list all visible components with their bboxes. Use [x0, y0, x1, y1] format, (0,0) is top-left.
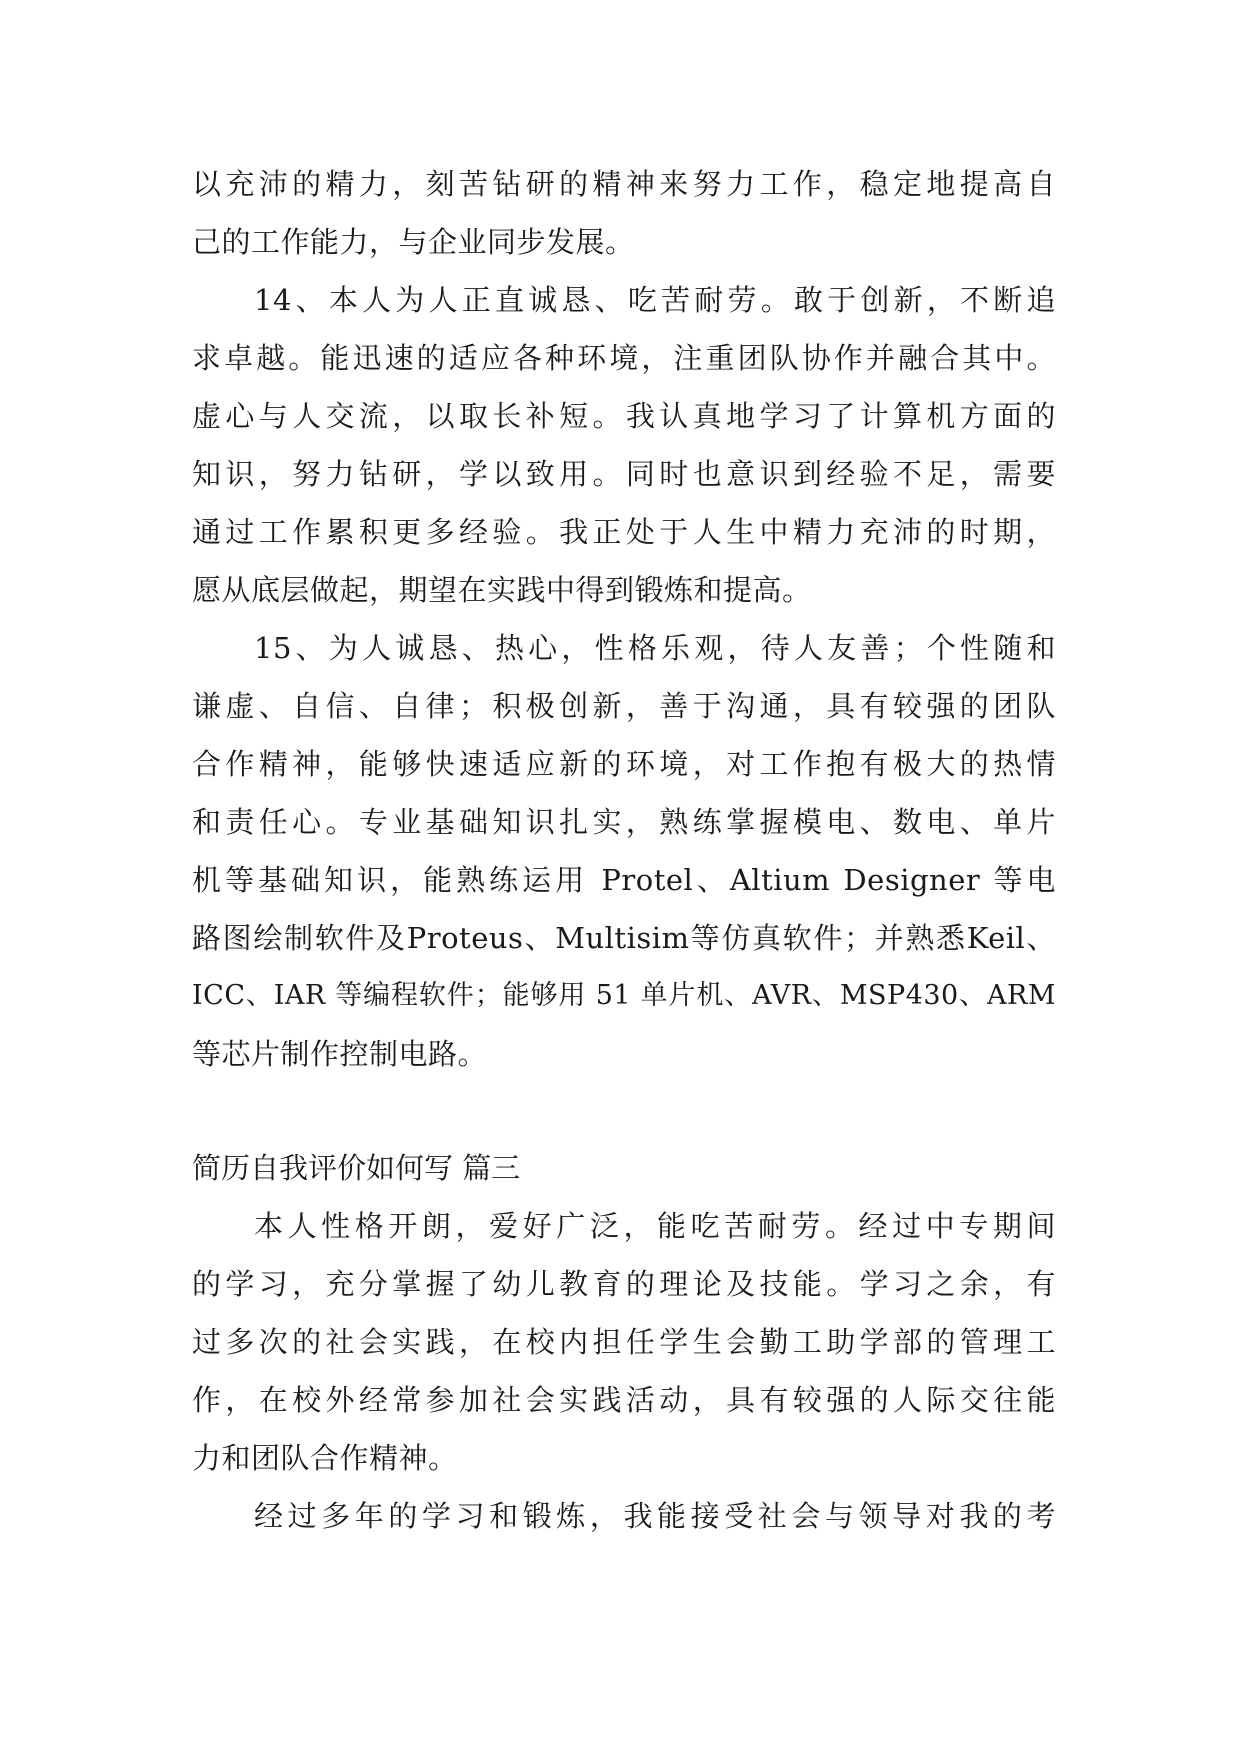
- text-line: 谦虚、自信、自律；积极创新，善于沟通，具有较强的团队: [192, 689, 1056, 723]
- text-line: 合作精神，能够快速适应新的环境，对工作抱有极大的热情: [192, 747, 1056, 781]
- section-heading: 简历自我评价如何写 篇三: [192, 1151, 521, 1185]
- text-line: 力和团队合作精神。: [192, 1441, 458, 1475]
- text-line: 的学习，充分掌握了幼儿教育的理论及技能。学习之余，有: [192, 1267, 1056, 1301]
- text-line: 虚心与人交流，以取长补短。我认真地学习了计算机方面的: [192, 399, 1056, 433]
- item-14-first-line: 14、本人为人正直诚恳、吃苦耐劳。敢于创新，不断追: [254, 283, 1056, 317]
- item-15-first-line: 15、为人诚恳、热心，性格乐观，待人友善；个性随和: [254, 631, 1056, 665]
- text-line: 路图绘制软件及Proteus、Multisim等仿真软件；并熟悉Keil、: [192, 921, 1056, 955]
- text-line: 求卓越。能迅速的适应各种环境，注重团队协作并融合其中。: [192, 341, 1056, 375]
- text-line: 知识，努力钻研，学以致用。同时也意识到经验不足，需要: [192, 457, 1056, 491]
- text-line: 通过工作累积更多经验。我正处于人生中精力充沛的时期，: [192, 515, 1056, 549]
- text-line: 以充沛的精力，刻苦钻研的精神来努力工作，稳定地提高自: [192, 167, 1056, 201]
- text-line: ICC、IAR 等编程软件；能够用 51 单片机、AVR、MSP430、ARM: [192, 980, 1056, 1011]
- text-line: 作，在校外经常参加社会实践活动，具有较强的人际交往能: [192, 1383, 1056, 1417]
- text-line: 等芯片制作控制电路。: [192, 1037, 488, 1071]
- text-line: 过多次的社会实践，在校内担任学生会勤工助学部的管理工: [192, 1325, 1056, 1359]
- text-line: 和责任心。专业基础知识扎实，熟练掌握模电、数电、单片: [192, 805, 1056, 839]
- text-line: 己的工作能力，与企业同步发展。: [192, 225, 635, 259]
- paragraph-first-line: 经过多年的学习和锻炼，我能接受社会与领导对我的考: [254, 1499, 1056, 1533]
- paragraph-first-line: 本人性格开朗，爱好广泛，能吃苦耐劳。经过中专期间: [254, 1209, 1056, 1243]
- text-line: 机等基础知识，能熟练运用 Protel、Altium Designer 等电: [192, 863, 1056, 897]
- text-line: 愿从底层做起，期望在实践中得到锻炼和提高。: [192, 573, 812, 607]
